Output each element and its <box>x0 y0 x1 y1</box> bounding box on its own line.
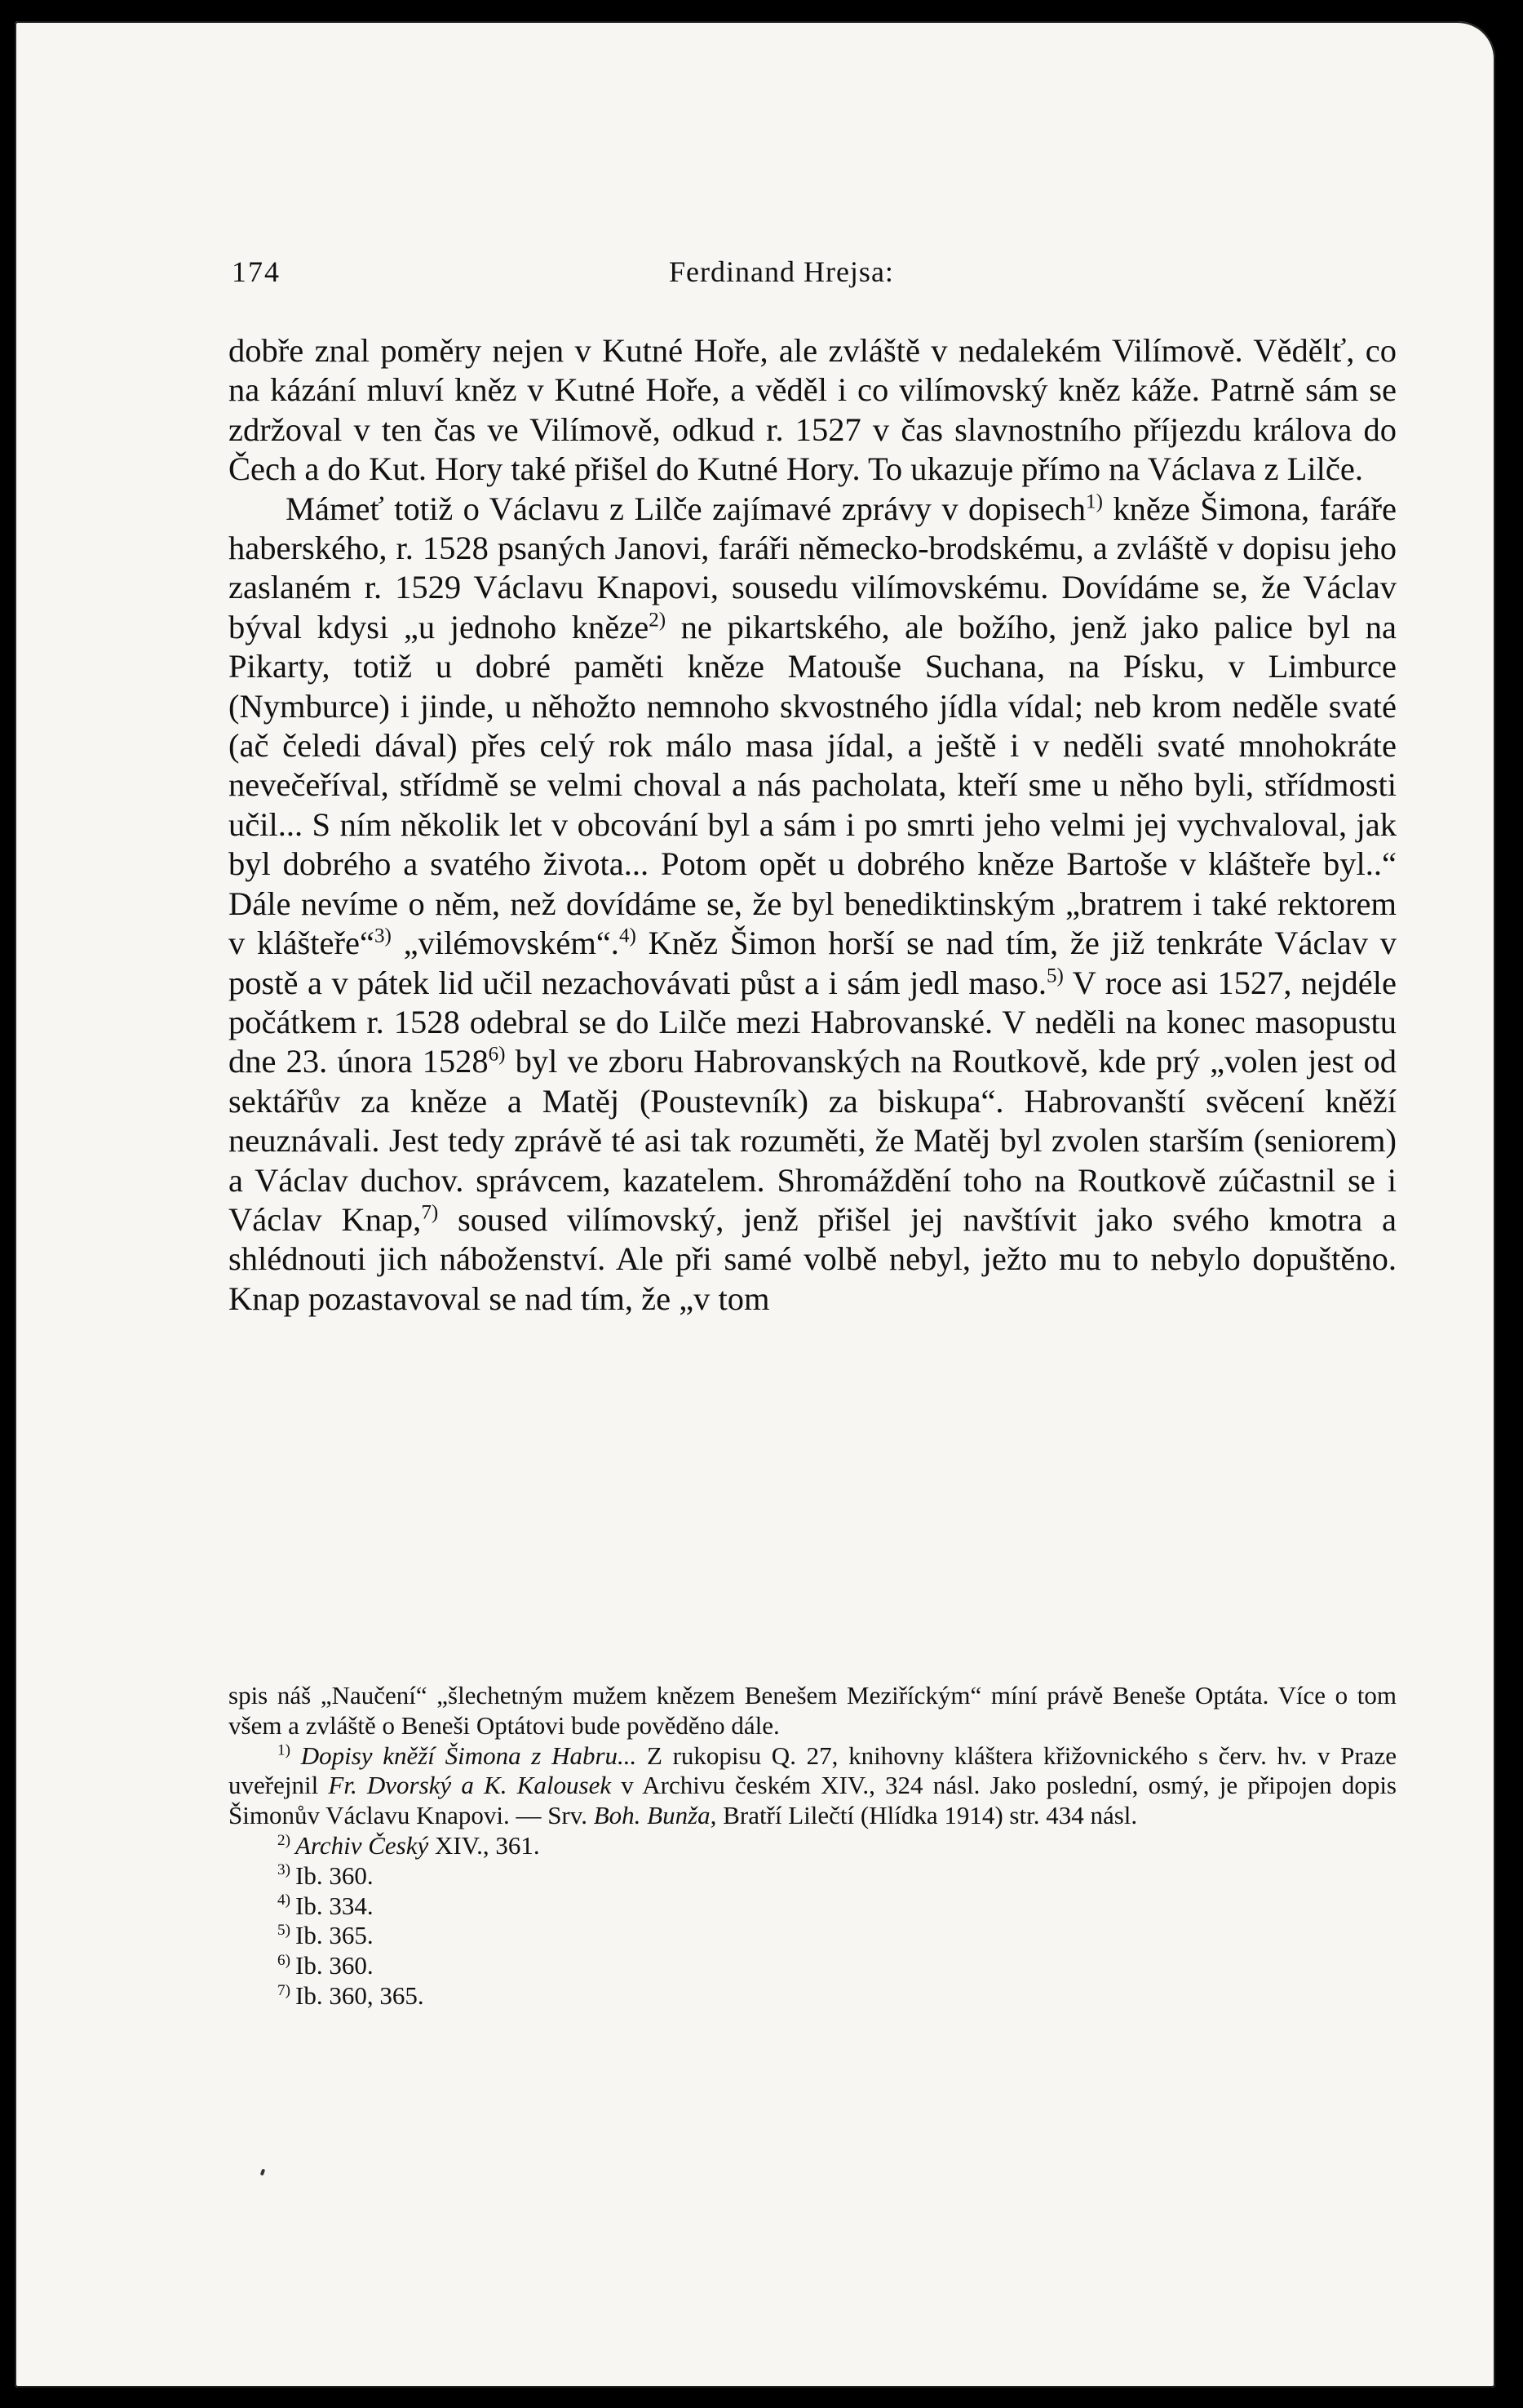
footnote-ref-4: 4) <box>618 925 636 947</box>
footnote-ref-1: 1) <box>1086 490 1103 513</box>
footnote-ref-2: 2) <box>649 609 666 632</box>
footnote-continuation: spis náš „Naučení“ „šlechetným mužem knězem Benešem Meziříckým“ míní právě Beneše Optáta. Více o tom všem a zvláště o Beneši Optátovi bude pověděno dále. <box>228 1681 1397 1740</box>
paragraph-1: dobře znal poměry nejen v Kutné Hoře, ale zvláště v nedalekém Vilímově. Vědělť, co na kázání mluví kněz v Kutné Hoře, a věděl i co vilímovský kněz káže. Patrně sám se zdržoval v ten čas ve Vilímově, odkud r. 1527 v čas slavnostního příjezdu králova do Čech a do Kut. Hory také přišel do Kutné Hory. To ukazuje přímo na Václava z Lilče. <box>228 332 1397 488</box>
footnote-5: $^{5)}$ Ib. 365. <box>277 1921 374 1950</box>
page-header <box>232 243 1406 300</box>
footnote-1: $^{1)}$ Dopisy kněží Šimona z Habru... Z rukopisu Q. 27, knihovny kláštera křižovnického s červ. hv. v Praze uveřejnil Fr. Dvorský a K. Kalousek v Archivu českém XIV., 324 násl. Jako poslední, osmý, je připojen dopis Šimonův Václavu Knapovi. — Srv. Boh. Bunža, Bratří Lilečtí (Hlídka 1914) str. 434 násl. <box>228 1741 1397 1830</box>
footnote-ref-5: 5) <box>1046 965 1064 987</box>
paragraph-2: Mámeť totiž o Václavu z Lilče zajímavé zprávy v dopisech$^{1)}$ kněze Šimona, faráře haberského, r. 1528 psaných Janovi, faráři německo-brodskému, a zvláště v dopisu jeho zaslaném r. 1529 Václavu Knapovi, sousedu vilímovskému. Dovídáme se, že Václav býval kdysi „u jednoho kněze$^{2)}$ ne pikartského, ale božího, jenž jako palice byl na Pikarty, totiž u dobré paměti kněze Matouše Suchana, na Písku, v Limburce (Nymburce) i jinde, u něhožto nemnoho skvostného jídla vídal; neb krom neděle svaté (ač čeledi dával) přes celý rok málo masa jídal, a ještě i v neděli svaté mnohokráte nevečeříval, střídmě se velmi choval a nás pacholata, kteří sme u něho byli, střídmosti učil... S ním několik let v obcování byl a sám i po smrti jeho velmi jej vychvaloval, jak byl dobrého a svatého života... Potom opět u dobrého kněze Bartoše v klášteře byl..“ Dále nevíme o něm, než dovídáme se, že byl benediktinským „bratrem i také rektorem v klášteře“$^{3)}$ „vilémovském“.$^{4)}$ Kněz Šimon horší se nad tím, že již tenkráte Václav v postě a v pátek lid učil nezachovávati půst a i sám jedl maso.$^{5)}$ V roce asi 1527, nejdéle počátkem r. 1528 odebral se do Lilče mezi Habrovanské. V neděli na konec masopustu dne 23. února 1528$^{6)}$ byl ve zboru Habrovanských na Routkově, kde prý „volen jest od sektářův za kněze a Matěj (Poustevník) za biskupa“. Habrovanští svěcení kněží neuznávali. Jest tedy zprávě té asi tak rozuměti, že Matěj byl zvolen starším (seniorem) a Václav duchov. správcem, kazatelem. Shromáždění toho na Routkově zúčastnil se i Václav Knap,$^{7)}$ soused vilímovský, jenž přišel jej navštívit jako svého kmotra a shlédnouti jich náboženství. Ale při samé volbě nebyl, ježto mu to nebylo dopuštěno. Knap pozastavoval se nad tím, že „v tom <box>228 490 1397 1317</box>
footnote-6: $^{6)}$ Ib. 360. <box>277 1951 374 1980</box>
footnote-ref-3: 3) <box>374 925 392 947</box>
footnote-4: $^{4)}$ Ib. 334. <box>277 1891 374 1920</box>
scan-speck <box>260 2169 265 2176</box>
book-page <box>15 21 1495 2388</box>
page-number: 174 <box>232 255 281 288</box>
footnote-3: $^{3)}$ Ib. 360. <box>277 1860 374 1890</box>
footnote-ref-7: 7) <box>421 1201 439 1224</box>
footnote-ref-6: 6) <box>488 1043 506 1066</box>
main-text <box>228 331 1397 1319</box>
running-head: Ferdinand Hrejsa: <box>669 255 894 288</box>
footnote-7: $^{7)}$ Ib. 360, 365. <box>277 1980 424 2010</box>
footnotes <box>228 1681 1397 2011</box>
footnote-2: $^{2)}$ Archiv Český XIV., 361. <box>277 1830 540 1860</box>
